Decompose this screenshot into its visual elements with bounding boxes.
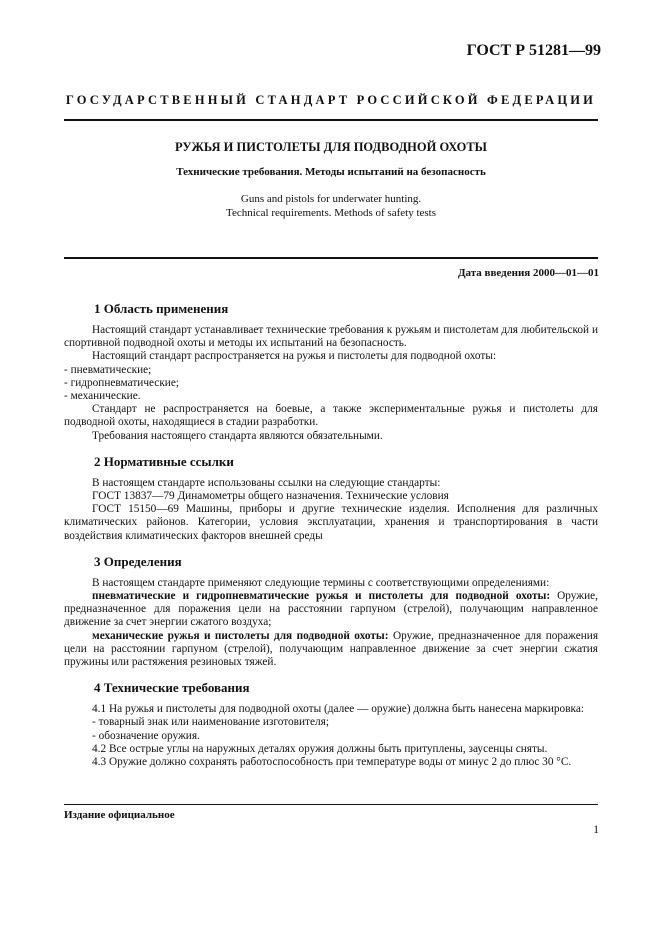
footer-rule (64, 804, 598, 805)
standard-code: ГОСТ Р 51281—99 (466, 42, 601, 59)
document-body (64, 300, 598, 769)
section-heading: 2 Нормативные ссылки (94, 453, 234, 469)
list-item: - товарный знак или наименование изготовителя; (92, 716, 329, 729)
list-item: - гидропневматические; (64, 376, 180, 389)
paragraph: Настоящий стандарт распространяется на ружья и пистолеты для подводной охоты: (92, 350, 497, 363)
english-title (64, 192, 598, 220)
term-definition: Оружие, предназначенное для поражения цели на расстоянии гарпуном (стрелой), получающим направленное движение за счет энергии сжатого воздуха; (64, 590, 599, 629)
paragraph: В настоящем стандарте применяют следующие термины с соответствующими определениями: (92, 576, 550, 589)
term: механические ружья и пистолеты для подводной охоты: (92, 629, 389, 642)
english-title-line: Technical requirements. Methods of safety tests (226, 207, 436, 219)
reference-item: ГОСТ 13837—79 Динамометры общего назначения. Технические условия (92, 490, 449, 503)
paragraph: Стандарт не распространяется на боевые, а также экспериментальные ружья и пистолеты для подводной охоты, находящиеся в стадии разработки. (64, 403, 598, 429)
list-item: - механические. (64, 390, 141, 403)
paragraph: Требования настоящего стандарта являются обязательными. (92, 429, 383, 442)
introduction-date: Дата введения 2000—01—01 (457, 267, 599, 279)
term: пневматические и гидропневматические ружья и пистолеты для подводной охоты: (92, 590, 551, 603)
paragraph: 4.1 На ружья и пистолеты для подводной охоты (далее — оружие) должна быть нанесена маркировка: (92, 703, 585, 716)
section-heading: 4 Технические требования (94, 680, 250, 696)
paragraph: Настоящий стандарт устанавливает технические требования к ружьям и пистолетам для любительской и спортивной подводной охоты и методы их испытаний на безопасность. (64, 324, 598, 350)
section-heading: 1 Область применения (94, 301, 229, 316)
title-rule (64, 257, 598, 259)
section-normative-references (64, 453, 598, 543)
header-rule (64, 119, 598, 121)
definition (64, 630, 598, 670)
section-scope (64, 300, 598, 443)
paragraph: В настоящем стандарте использованы ссылки на следующие стандарты: (92, 476, 441, 489)
section-definitions (64, 553, 598, 669)
paragraph: 4.2 Все острые углы на наружных деталях оружия должны быть притуплены, заусенцы сняты. (92, 742, 548, 755)
official-edition-label: Издание официальное (64, 809, 175, 821)
list-item: - пневматические; (64, 363, 152, 376)
section-technical-requirements (64, 679, 598, 769)
definition (64, 590, 598, 630)
section-heading: 3 Определения (94, 553, 182, 569)
english-title-line: Guns and pistols for underwater hunting. (240, 193, 422, 205)
document-title: РУЖЬЯ И ПИСТОЛЕТЫ ДЛЯ ПОДВОДНОЙ ОХОТЫ (175, 140, 487, 154)
reference-item: ГОСТ 15150—69 Машины, приборы и другие технические изделия. Исполнения для различных климатических районов. Категории, условия эксплуатации, хранения и транспортирования в части воздействия климатических факторов внешней среды (64, 503, 598, 542)
term-definition: Оружие, предназначенное для поражения цели на расстоянии гарпуном (стрелой), получающим направленное движение за счет энергии сжатия пружины или растяжения резиновых тяжей. (64, 629, 599, 669)
page-number: 1 (593, 824, 599, 836)
standard-name: ГОСУДАРСТВЕННЫЙ СТАНДАРТ РОССИЙСКОЙ ФЕДЕРАЦИИ (65, 93, 597, 107)
paragraph: 4.3 Оружие должно сохранять работоспособность при температуре воды от минус 2 до плюс 30 °С. (92, 756, 572, 769)
document-subtitle: Технические требования. Методы испытаний на безопасность (176, 166, 486, 178)
list-item: - обозначение оружия. (92, 729, 200, 742)
